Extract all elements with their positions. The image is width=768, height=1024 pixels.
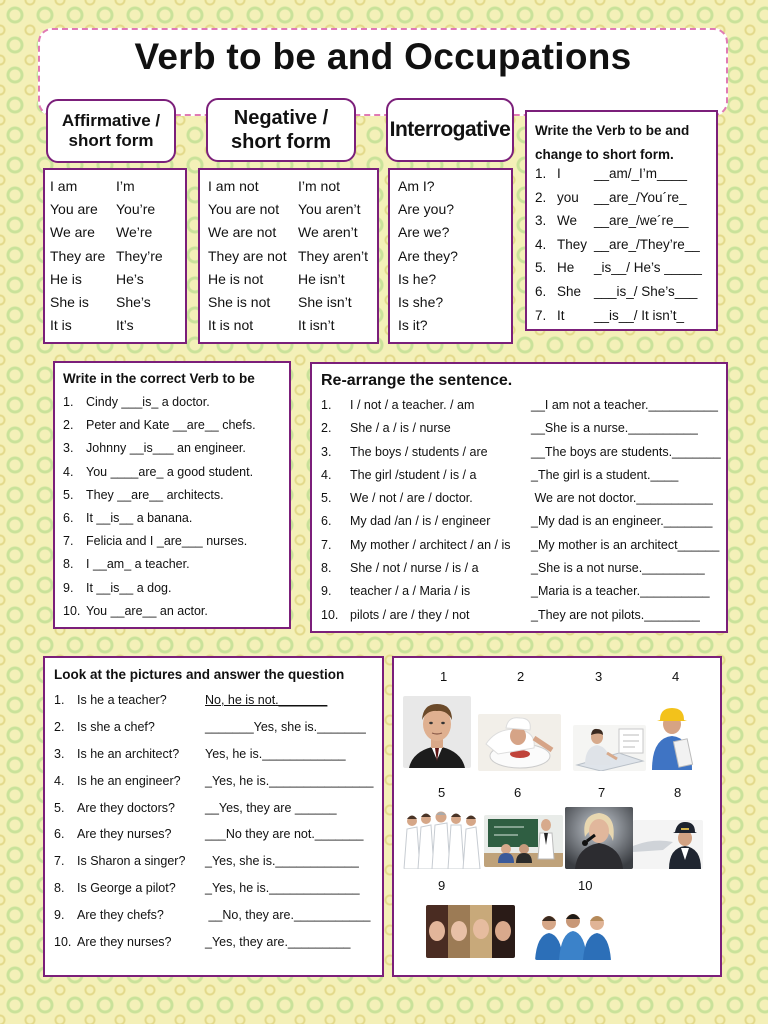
full-form: We are not	[208, 224, 277, 241]
item-number: 6.	[535, 283, 547, 299]
classroom-photo	[484, 815, 563, 867]
item-number: 6.	[321, 514, 332, 529]
group-photo	[426, 905, 515, 958]
item-words: pilots / are / they / not	[350, 607, 470, 622]
list-item	[321, 561, 721, 584]
tab-affirmative-line1: Affirmative /	[61, 110, 161, 130]
item-number: 2.	[535, 189, 547, 205]
table-row: Is it?	[398, 317, 428, 334]
item-answer: __are_/we´re__	[594, 213, 689, 229]
table-row	[50, 201, 182, 224]
tab-interrogative	[386, 98, 514, 162]
item-answer: __Yes, they are ______	[205, 800, 337, 815]
item-number: 3.	[63, 441, 74, 456]
list-item	[54, 935, 379, 962]
item-subject: She	[557, 283, 582, 299]
item-number: 5.	[535, 260, 547, 276]
interrogative-rows	[398, 178, 508, 340]
list-item	[63, 488, 287, 511]
list-item	[54, 908, 379, 935]
item-number: 9.	[54, 908, 65, 923]
table-row	[50, 224, 182, 247]
table-row	[208, 294, 376, 317]
item-answer: _She is a not nurse._________	[531, 561, 705, 576]
rearrange-list	[321, 398, 721, 631]
short-form: You’re	[116, 201, 156, 218]
short-form: They’re	[116, 247, 163, 264]
rearrange-title: Re-arrange the sentence.	[321, 372, 513, 389]
full-form: She is not	[208, 293, 271, 310]
table-row	[50, 294, 182, 317]
item-answer: _My mother is an architect______	[531, 537, 720, 552]
item-words: We / not / are / doctor.	[350, 491, 473, 506]
item-number: 7.	[54, 854, 65, 869]
item-number: 1.	[535, 166, 547, 181]
item-answer: _Yes, he is._______________	[205, 773, 374, 788]
item-answer: _Yes, she is.____________	[205, 854, 359, 869]
list-item	[535, 213, 715, 237]
short-form: We’re	[116, 224, 153, 241]
item-number: 5.	[63, 487, 74, 502]
full-form: He is not	[208, 270, 264, 287]
list-item	[54, 720, 379, 747]
item-words: teacher / a / Maria / is	[350, 584, 471, 599]
pilot-photo	[633, 820, 703, 869]
item-number: 4.	[535, 236, 547, 252]
list-item	[63, 511, 287, 534]
singer-photo	[565, 807, 633, 869]
picture-label-5: 5	[438, 785, 446, 800]
tab-negative-line1: Negative /	[233, 107, 329, 129]
item-words: She / a / is / nurse	[350, 421, 451, 436]
full-form: They are not	[208, 247, 287, 264]
item-number: 10.	[54, 935, 72, 950]
item-number: 9.	[321, 584, 332, 599]
item-answer: __are_/They’re__	[594, 236, 700, 252]
full-form: It is not	[208, 317, 254, 334]
list-item	[54, 747, 379, 774]
item-question: Is he an architect?	[77, 746, 180, 761]
item-words: The boys / students / are	[350, 444, 488, 459]
item-number: 3.	[535, 213, 547, 229]
table-row	[208, 224, 376, 247]
picture-label-10: 10	[578, 878, 593, 893]
list-item	[535, 237, 715, 261]
short-form: He isn’t	[298, 270, 345, 287]
list-item	[63, 557, 287, 580]
item-number: 1.	[63, 395, 74, 409]
short-form: I’m	[116, 178, 135, 194]
item-answer: __No, they are.___________	[205, 908, 371, 923]
item-text: You ____are_ a good student.	[86, 464, 254, 479]
item-text: Felicia and I _are___ nurses.	[86, 534, 248, 549]
item-text: It __is__ a dog.	[86, 580, 172, 595]
item-number: 10.	[321, 607, 339, 622]
table-row: Are we?	[398, 224, 450, 241]
item-answer: __is__/ It isn’t_	[594, 307, 685, 323]
item-subject: It	[557, 307, 565, 323]
item-answer: _They are not pilots.________	[531, 607, 700, 622]
picture-label-4: 4	[672, 669, 680, 684]
item-number: 3.	[321, 444, 332, 459]
item-number: 7.	[535, 307, 547, 323]
table-row	[208, 271, 376, 294]
short-form: You aren’t	[298, 201, 361, 218]
item-answer: __are_/You´re_	[594, 189, 687, 205]
list-item	[321, 514, 721, 537]
table-row: Is he?	[398, 270, 437, 287]
tab-affirmative-line2: short form	[68, 131, 154, 150]
full-form: He is	[50, 270, 82, 287]
chef-photo	[478, 714, 561, 771]
item-text: Peter and Kate __are__ chefs.	[86, 418, 256, 433]
correct-verb-title: Write in the correct Verb to be	[63, 371, 255, 386]
item-subject: We	[557, 213, 578, 229]
item-question: Are they chefs?	[77, 908, 164, 923]
list-item	[63, 441, 287, 464]
item-number: 4.	[54, 773, 65, 788]
list-item	[54, 827, 379, 854]
table-row	[208, 178, 376, 201]
tab-negative-line2: short form	[231, 131, 331, 153]
nurses-photo	[535, 905, 612, 960]
item-number: 2.	[54, 719, 65, 734]
item-number: 8.	[54, 881, 65, 896]
short-form-list	[535, 166, 715, 331]
item-number: 5.	[321, 491, 332, 506]
correct-verb-list	[63, 395, 287, 627]
table-row: Is she?	[398, 293, 444, 310]
item-words: My mother / architect / an / is	[350, 537, 511, 552]
short-form: They aren’t	[298, 247, 369, 264]
item-question: Is Sharon a singer?	[77, 854, 186, 869]
full-form: She is	[50, 293, 89, 310]
table-row: Are they?	[398, 247, 458, 264]
table-row: Are you?	[398, 201, 455, 218]
item-answer: We are not doctor.___________	[531, 491, 713, 506]
short-form: I’m not	[298, 178, 341, 194]
picture-label-2: 2	[517, 669, 525, 684]
item-text: Johnny __is___ an engineer.	[86, 441, 246, 456]
item-text: It __is__ a banana.	[86, 510, 193, 525]
item-subject: They	[557, 236, 588, 252]
item-question: Are they doctors?	[77, 800, 175, 815]
man-in-suit-photo	[403, 696, 471, 768]
item-answer: __am/_I’m____	[594, 166, 688, 181]
item-words: She / not / nurse / is / a	[350, 561, 479, 576]
item-text: They __are__ architects.	[86, 487, 224, 502]
short-form: She isn’t	[298, 293, 352, 310]
list-item	[54, 881, 379, 908]
item-subject: you	[557, 189, 579, 205]
item-question: Are they nurses?	[77, 935, 172, 950]
item-answer: _The girl is a student.____	[531, 467, 679, 482]
list-item	[54, 801, 379, 828]
item-question: Is he an engineer?	[77, 773, 181, 788]
list-item	[535, 260, 715, 284]
item-number: 1.	[321, 398, 332, 412]
tab-affirmative	[46, 99, 176, 163]
item-answer: ___No they are not._______	[205, 827, 364, 842]
full-form: I am	[50, 178, 78, 194]
item-answer: _Maria is a teacher.__________	[531, 584, 710, 599]
list-item	[321, 584, 721, 607]
list-item	[321, 468, 721, 491]
short-form-title-line1: Write the Verb to be and	[535, 123, 690, 138]
list-item	[63, 581, 287, 604]
item-text: You __are__ an actor.	[86, 603, 208, 618]
item-number: 10.	[63, 603, 81, 618]
page-title: Verb to be and Occupations	[134, 36, 632, 77]
item-answer: _Yes, they are._________	[205, 935, 351, 950]
item-subject: He	[557, 260, 575, 276]
item-number: 4.	[321, 467, 332, 482]
item-number: 7.	[63, 534, 74, 549]
short-form-title-line2: change to short form.	[535, 147, 674, 162]
item-number: 4.	[63, 464, 74, 479]
short-form: We aren’t	[298, 224, 358, 241]
short-form: He’s	[116, 270, 144, 287]
item-question: Is she a chef?	[77, 719, 155, 734]
picture-label-3: 3	[595, 669, 603, 684]
list-item	[54, 854, 379, 881]
tab-negative	[206, 98, 356, 162]
affirmative-rows	[50, 178, 182, 340]
item-answer: _My dad is an engineer._______	[531, 514, 713, 529]
item-words: My dad /an / is / engineer	[350, 514, 491, 529]
list-item	[321, 491, 721, 514]
table-row	[50, 248, 182, 271]
list-item	[63, 465, 287, 488]
item-answer: _is__/ He’s _____	[594, 260, 702, 276]
short-form: It isn’t	[298, 317, 335, 334]
short-form: She’s	[116, 293, 151, 310]
full-form: I am not	[208, 178, 259, 194]
full-form: You are	[50, 201, 98, 218]
item-words: I / not / a teacher. / am	[350, 398, 475, 412]
list-item	[54, 693, 379, 720]
list-item	[535, 190, 715, 214]
list-item	[321, 608, 721, 631]
item-answer: Yes, he is.____________	[205, 746, 346, 761]
item-text: I __am_ a teacher.	[86, 557, 190, 572]
negative-rows	[208, 178, 376, 340]
full-form: They are	[50, 247, 106, 264]
item-number: 2.	[321, 421, 332, 436]
picture-label-1: 1	[440, 669, 448, 684]
list-item	[63, 395, 287, 418]
list-item	[535, 284, 715, 308]
picture-label-6: 6	[514, 785, 522, 800]
full-form: You are not	[208, 201, 280, 218]
item-number: 9.	[63, 580, 74, 595]
item-answer: __She is a nurse.__________	[531, 421, 698, 436]
item-number: 5.	[54, 800, 65, 815]
picture-label-7: 7	[598, 785, 606, 800]
list-item	[535, 166, 715, 190]
list-item	[321, 398, 721, 421]
item-answer: __I am not a teacher.__________	[531, 398, 718, 412]
table-row: Am I?	[398, 178, 435, 194]
item-number: 3.	[54, 746, 65, 761]
list-item	[54, 774, 379, 801]
table-row	[50, 178, 182, 201]
item-number: 1.	[54, 693, 65, 707]
list-item	[321, 421, 721, 444]
list-item	[63, 604, 287, 627]
item-question: Is George a pilot?	[77, 881, 176, 896]
item-question: Is he a teacher?	[77, 693, 167, 707]
item-number: 8.	[321, 561, 332, 576]
item-answer: __The boys are students._______	[531, 444, 721, 459]
table-row	[208, 248, 376, 271]
item-subject: I	[557, 166, 561, 181]
architect-photo	[573, 725, 646, 771]
item-number: 8.	[63, 557, 74, 572]
table-row	[50, 271, 182, 294]
pictures-questions-title: Look at the pictures and answer the question	[54, 667, 345, 682]
list-item	[321, 445, 721, 468]
item-number: 2.	[63, 418, 74, 433]
list-item	[321, 538, 721, 561]
short-form-title	[535, 119, 689, 167]
list-item	[63, 534, 287, 557]
pictures-questions-list	[54, 693, 379, 962]
table-row	[208, 317, 376, 340]
item-number: 6.	[54, 827, 65, 842]
full-form: We are	[50, 224, 95, 241]
short-form: It’s	[116, 317, 134, 334]
item-words: The girl /student / is / a	[350, 467, 477, 482]
item-answer: _Yes, he is._____________	[205, 881, 360, 896]
list-item	[63, 418, 287, 441]
table-row	[208, 201, 376, 224]
list-item	[535, 308, 715, 332]
doctors-photo	[403, 807, 484, 869]
item-text: Cindy ___is_ a doctor.	[86, 395, 210, 409]
item-number: 6.	[63, 510, 74, 525]
engineer-photo	[648, 704, 696, 770]
item-question: Are they nurses?	[77, 827, 172, 842]
item-number: 7.	[321, 537, 332, 552]
table-row	[50, 317, 182, 340]
item-answer: No, he is not._______	[205, 693, 328, 707]
item-answer: ___is_/ She’s___	[594, 283, 698, 299]
picture-label-8: 8	[674, 785, 682, 800]
tab-interrogative-label: Interrogative	[389, 118, 511, 142]
picture-label-9: 9	[438, 878, 446, 893]
full-form: It is	[50, 317, 72, 334]
item-answer: _______Yes, she is._______	[205, 719, 366, 734]
